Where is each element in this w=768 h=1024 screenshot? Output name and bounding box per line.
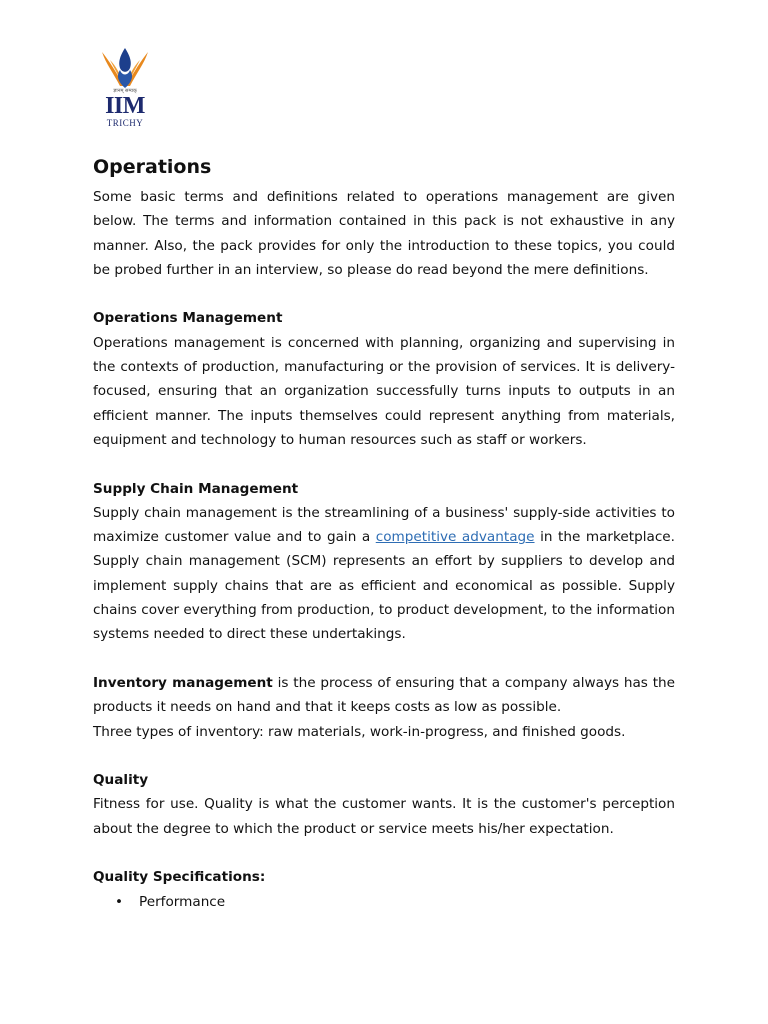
inventory-paragraph	[93, 671, 675, 720]
logo-motto: ज्ञानम् सम्यक्	[113, 88, 137, 94]
quality-paragraph: Fitness for use. Quality is what the customer wants. It is the customer's perception about the degree to which the product or service meets his/her expectation.	[93, 796, 675, 837]
logo-subname: TRICHY	[106, 118, 144, 128]
list-item-label: Performance	[139, 893, 226, 910]
quality-heading: Quality	[93, 772, 149, 789]
page-title: Operations	[93, 156, 212, 178]
logo-name: IIM	[105, 93, 145, 119]
bullet-icon: •	[115, 893, 124, 910]
inventory-term: Inventory management	[93, 674, 273, 691]
scm-text-before-link: Supply chain management is the streamlining of a business' supply-side activities to maximize customer value and to gain a	[93, 504, 675, 546]
quality-specs-heading: Quality Specifications:	[93, 869, 266, 886]
logo-emblem-icon	[96, 46, 154, 92]
scm-paragraph	[93, 501, 675, 647]
document-body	[93, 153, 675, 914]
iim-trichy-logo	[96, 46, 154, 130]
ops-management-heading: Operations Management	[93, 310, 283, 327]
intro-paragraph: Some basic terms and definitions related to operations management are given below. The terms and information contained in this pack is not exhaustive in any manner. Also, the pack provides for only the introduction to these topics, you could be probed further in an interview, so please do read beyond the mere definitions.	[93, 189, 675, 278]
competitive-advantage-link[interactable]: competitive advantage	[375, 529, 535, 546]
ops-management-paragraph: Operations management is concerned with planning, organizing and supervising in the contexts of production, manufacturing or the provision of services. It is delivery-focused, ensuring that an organization successfully turns inputs to outputs in an efficient manner. The inputs themselves could represent anything from materials, equipment and technology to human resources such as staff or workers.	[93, 334, 675, 448]
inventory-types: Three types of inventory: raw materials, work-in-progress, and finished goods.	[93, 723, 626, 740]
list-item	[115, 890, 675, 914]
quality-specs-list	[93, 890, 675, 914]
scm-heading: Supply Chain Management	[93, 480, 299, 497]
scm-text-after-link: in the marketplace. Supply chain management (SCM) represents an effort by suppliers to develop and implement supply chains that are as efficient and economical as possible. Supply chains cover everything from production, to product development, to the information systems needed to direct these undertakings.	[93, 529, 675, 643]
inventory-definition: is the process of ensuring that a company always has the products it needs on hand and that it keeps costs as low as possible.	[93, 674, 676, 716]
